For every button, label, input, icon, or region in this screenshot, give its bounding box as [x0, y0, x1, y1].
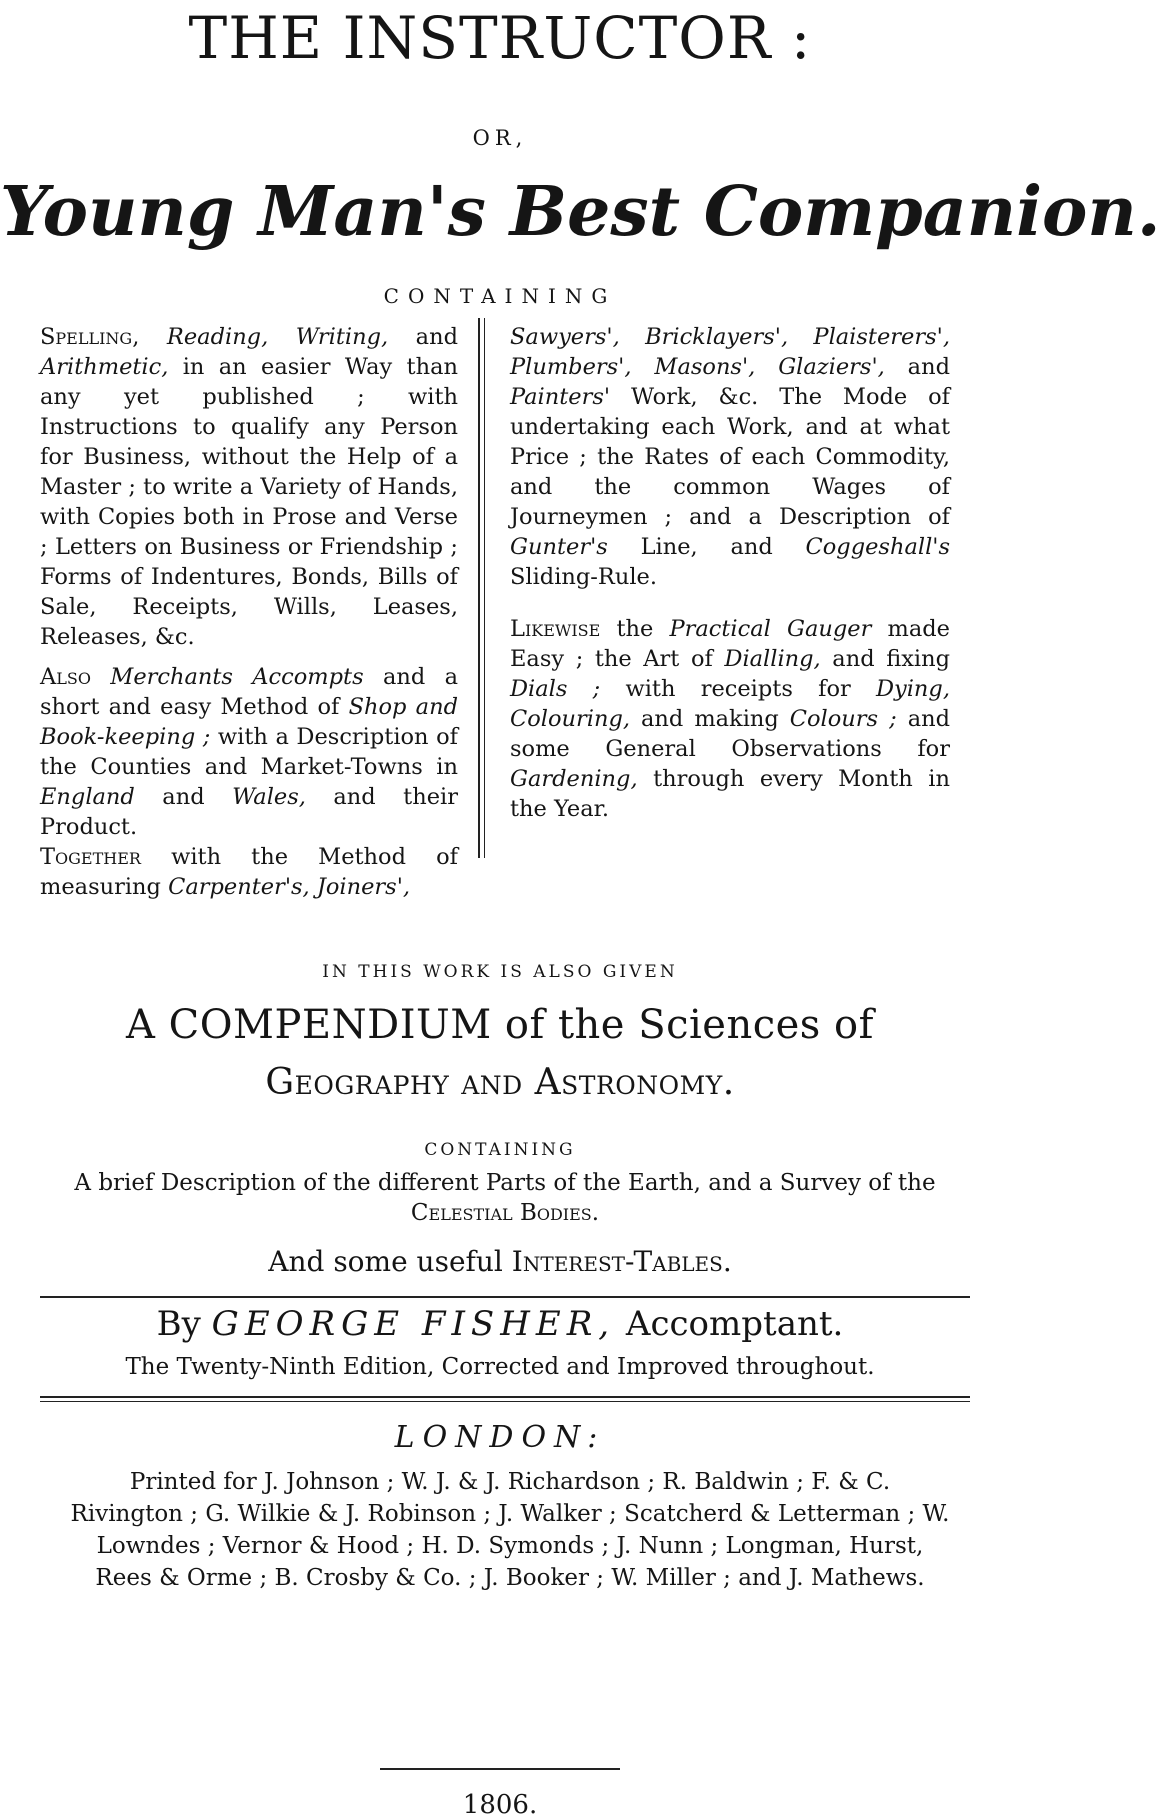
or-divider: OR, [472, 126, 528, 150]
horizontal-rule [380, 1768, 620, 1770]
lead-word: Also [40, 664, 91, 690]
text: and [884, 354, 950, 380]
book-subtitle: Young Man's Best Companion. [0, 172, 1161, 252]
emphasis: Merchants Accompts [110, 664, 364, 690]
description-line [40, 1168, 970, 1228]
emphasis: Reading, Writing, [166, 324, 389, 350]
interest-tables-line [0, 1245, 1000, 1278]
text: and [388, 324, 458, 350]
containing-subheading: CONTAINING [424, 1140, 576, 1160]
contents-paragraph [510, 614, 950, 824]
contents-right-column [510, 322, 950, 824]
text: and [134, 784, 233, 810]
text: Work, &c. The Mode of undertaking each Work, and at what Price ; the Rates of each Commodity, and the common Wages of Journeymen ; and a Description of [510, 384, 950, 530]
horizontal-rule [40, 1296, 970, 1298]
emphasis: Celestial Bodies. [410, 1200, 600, 1226]
emphasis: Painters' [510, 384, 611, 410]
contents-left-column [40, 322, 458, 902]
contents-paragraph [40, 662, 458, 842]
text: and their Product. [40, 784, 458, 840]
containing-heading: CONTAINING [383, 284, 617, 308]
text: A brief Description of the different Parts of the Earth, and a Survey of the [74, 1170, 936, 1196]
emphasis: Interest-Tables. [511, 1245, 732, 1278]
emphasis: Coggeshall's [805, 534, 950, 560]
lead-word: Together [40, 844, 141, 870]
column-divider [484, 318, 485, 858]
text: made Easy ; the Art of [510, 616, 950, 672]
emphasis: Shop and Book-keeping ; [40, 694, 458, 750]
emphasis: Arithmetic, [40, 354, 169, 380]
compendium-subheading: Geography and Astronomy. [265, 1062, 735, 1103]
compendium-heading: A COMPENDIUM of the Sciences of [126, 1002, 874, 1048]
also-given-line: IN THIS WORK IS ALSO GIVEN [322, 962, 678, 982]
edition-line: The Twenty-Ninth Edition, Corrected and Improved throughout. [125, 1354, 875, 1380]
emphasis: England [40, 784, 135, 810]
emphasis: Gardening, [510, 766, 638, 792]
emphasis: Dialling, [724, 646, 821, 672]
author-title: Accomptant. [615, 1304, 844, 1344]
emphasis: Gunter's [510, 534, 608, 560]
text: the [600, 616, 670, 642]
lead-word: Likewise [510, 616, 601, 642]
lead-word: Spelling, [40, 324, 140, 350]
text: And some useful [268, 1245, 512, 1278]
contents-paragraph [510, 322, 950, 592]
horizontal-rule [40, 1396, 970, 1398]
contents-paragraph [40, 842, 458, 902]
author-line [0, 1304, 1000, 1344]
publication-year: 1806. [462, 1790, 538, 1820]
text: Line, and [607, 534, 806, 560]
text: By [156, 1304, 212, 1344]
author-name: GEORGE FISHER, [211, 1304, 616, 1344]
text: and fixing [820, 646, 950, 672]
text: and making [630, 706, 790, 732]
text: with a Description of the Counties and Market-Towns in [40, 724, 458, 780]
contents-paragraph [40, 322, 458, 652]
text: with the Method of measuring [40, 844, 458, 900]
emphasis: Colours ; [789, 706, 897, 732]
text: and a short and easy Method of [40, 664, 458, 720]
emphasis: Carpenter's, Joiners', [168, 874, 411, 900]
text: and some General Observations for [510, 706, 950, 762]
emphasis: Dying, Colouring, [510, 676, 950, 732]
book-title: THE INSTRUCTOR : [188, 4, 812, 72]
horizontal-rule [40, 1401, 970, 1402]
emphasis: Practical Gauger [669, 616, 872, 642]
imprint-city: LONDON: [394, 1420, 606, 1455]
emphasis: Sawyers', Bricklayers', Plaisterers', Plumbers', Masons', Glaziers', [510, 324, 950, 380]
emphasis: Dials ; [510, 676, 601, 702]
text: in an easier Way than any yet published ; with Instructions to qualify any Person for Business, without the Help of a Master ; to write a Variety of Hands, with Copies both in Prose and Verse ; Letters on Business or Friendship ; Forms of Indentures, Bonds, Bills of Sale, Receipts, Wills, Leases, Releases, &c. [40, 354, 458, 650]
text: Sliding-Rule. [510, 564, 657, 590]
text: through every Month in the Year. [510, 766, 950, 822]
column-divider [478, 318, 480, 858]
emphasis: Wales, [232, 784, 306, 810]
imprint-publishers: Printed for J. Johnson ; W. J. & J. Richardson ; R. Baldwin ; F. & C. Rivington ; G. Wilkie & J. Robinson ; J. Walker ; Scatcherd & Letterman ; W. Lowndes ; Vernor & Hood ; H. D. Symonds ; J. Nunn ; Longman, Hurst, Rees & Orme ; B. Crosby & Co. ; J. Booker ; W. Miller ; and J. Mathews. [70, 1469, 950, 1591]
text: with receipts for [600, 676, 876, 702]
